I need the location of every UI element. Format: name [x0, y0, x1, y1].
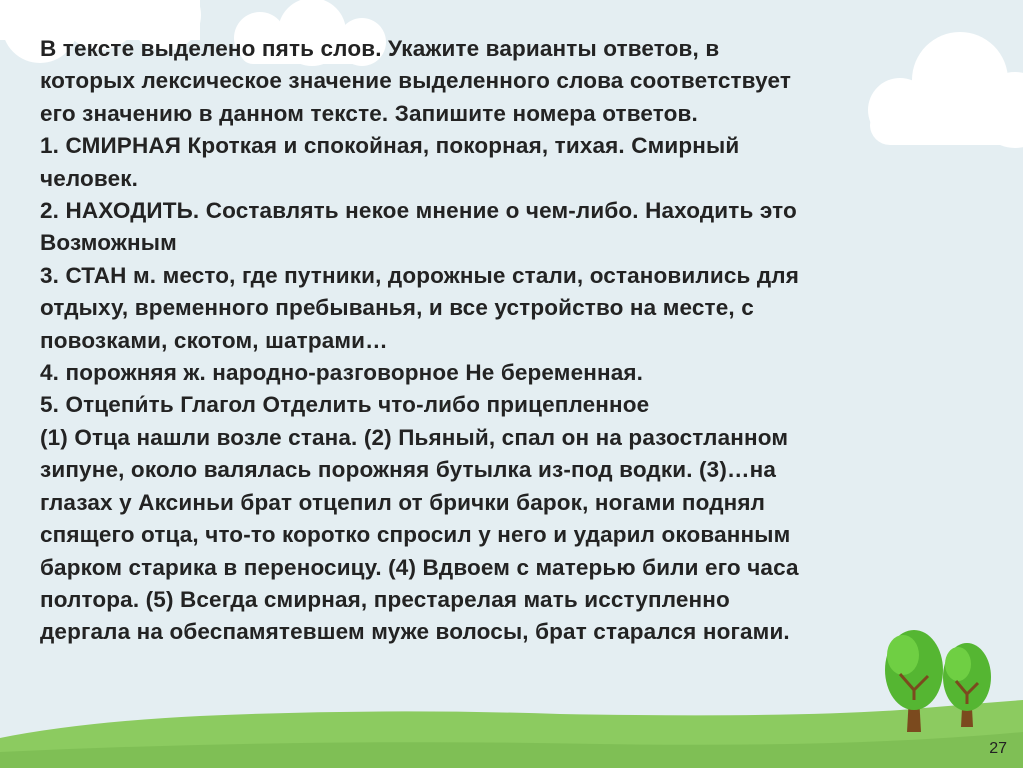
text-line: 5. Отцепи́ть Глагол Отделить что-либо прицепленное — [40, 392, 650, 418]
page-number: 27 — [989, 740, 1007, 757]
text-line: отдыху, временного пребыванья, и все устройство на месте, с — [40, 295, 754, 321]
text-line: 1. СМИРНАЯ Кроткая и спокойная, покорная, тихая. Смирный — [40, 133, 740, 159]
text-line: В тексте выделено пять слов. Укажите варианты ответов, в — [40, 36, 720, 61]
text-line: которых лексическое значение выделенного слова соответствует — [40, 68, 792, 94]
text-line: Возможным — [40, 230, 177, 256]
text-line: 4. порожняя ж. народно-разговорное Не беременная. — [40, 360, 644, 386]
text-line: зипуне, около валялась порожняя бутылка из-под водки. (3)…на — [40, 457, 777, 483]
text-line: глазах у Аксиньи брат отцепил от брички барок, ногами поднял — [40, 489, 766, 515]
text-line: 3. СТАН м. место, где путники, дорожные стали, остановились для — [40, 262, 800, 288]
text-line: полтора. (5) Всегда смирная, престарелая мать исступленно — [40, 586, 730, 612]
text-line: барком старика в переносицу. (4) Вдвоем с матерью били его часа — [40, 554, 799, 580]
text-line: (1) Отца нашли возле стана. (2) Пьяный, спал он на разостланном — [40, 424, 789, 450]
text-line: человек. — [40, 165, 139, 191]
text-line: 2. НАХОДИТЬ. Составлять некое мнение о чем-либо. Находить это — [40, 198, 797, 224]
text-line: спящего отца, что-то коротко спросил у него и ударил окованным — [40, 522, 791, 548]
text-line: повозками, скотом, шатрами… — [40, 327, 388, 353]
slide-text — [40, 33, 1000, 649]
text-line: его значению в данном тексте. Запишите номера ответов. — [40, 100, 698, 126]
text-line: дергала на обеспамятевшем муже волосы, брат старался ногами. — [40, 619, 790, 645]
